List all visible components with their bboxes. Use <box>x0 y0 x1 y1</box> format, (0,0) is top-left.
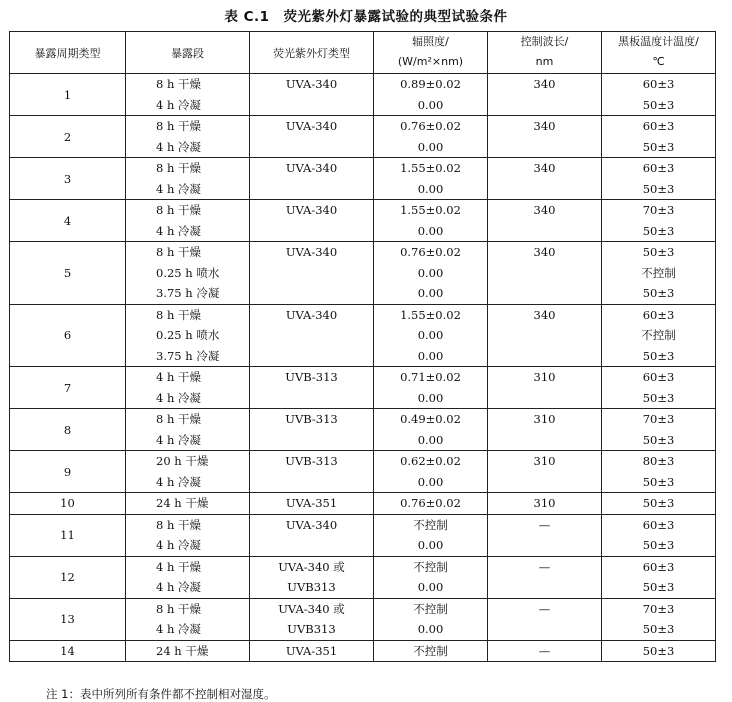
irradiance-line: 0.00 <box>417 348 444 363</box>
lamp-line: UVA-340 <box>285 517 338 532</box>
lamp-line: UVA-351 <box>285 643 338 658</box>
cell-lamp-type <box>250 409 374 451</box>
table-row <box>10 74 716 116</box>
stage-line: 3.75 h 冷凝 <box>156 348 220 363</box>
wavelength-value: 340 <box>533 203 556 217</box>
cell-exposure-stage <box>126 451 250 493</box>
cell-irradiance <box>374 304 488 367</box>
irradiance-line: 1.55±0.02 <box>400 161 461 175</box>
irradiance-line: 0.00 <box>417 432 444 447</box>
irradiance-line: 0.49±0.02 <box>400 412 461 426</box>
cell-exposure-stage <box>126 640 250 662</box>
stage-line: 24 h 干燥 <box>156 643 209 658</box>
cell-black-panel-temp <box>602 304 716 367</box>
temp-line: 60±3 <box>642 119 675 133</box>
cell-irradiance <box>374 200 488 242</box>
header-wavelength <box>488 32 602 74</box>
lamp-line <box>250 346 373 367</box>
wavelength-value: 310 <box>533 370 556 384</box>
temp-line: 60±3 <box>642 307 675 322</box>
irradiance-line: 0.00 <box>417 474 444 489</box>
header-irradiance-unit: (W/m²×nm) <box>397 55 464 68</box>
stage-line: 8 h 干燥 <box>156 245 202 259</box>
cell-black-panel-temp <box>602 242 716 305</box>
cell-period-type: 14 <box>10 640 126 662</box>
cell-period-type: 2 <box>10 116 126 158</box>
stage-line: 4 h 冷凝 <box>156 622 202 636</box>
cell-wavelength <box>488 116 602 158</box>
lamp-line <box>250 472 373 493</box>
exposure-conditions-table <box>9 31 716 662</box>
lamp-line <box>250 388 373 409</box>
cell-irradiance <box>374 74 488 116</box>
lamp-line <box>250 535 373 556</box>
temp-line: 80±3 <box>642 454 675 468</box>
cell-black-panel-temp <box>602 514 716 556</box>
stage-line: 4 h 冷凝 <box>156 223 202 238</box>
cell-exposure-stage <box>126 200 250 242</box>
cell-wavelength <box>488 640 602 662</box>
table-row <box>10 409 716 451</box>
cell-black-panel-temp <box>602 367 716 409</box>
lamp-line: UVB313 <box>287 622 336 636</box>
temp-line: 50±3 <box>642 97 675 112</box>
table-row <box>10 640 716 662</box>
irradiance-line: 不控制 <box>413 517 448 532</box>
temp-line: 50±3 <box>642 348 675 363</box>
wavelength-value: 340 <box>533 77 556 91</box>
temp-line: 50±3 <box>642 181 675 196</box>
wavelength-value: — <box>538 643 551 658</box>
table-title: 表 C.1 荧光紫外灯暴露试验的典型试验条件 <box>224 9 508 25</box>
irradiance-line: 0.00 <box>417 390 444 405</box>
header-temp-unit: ℃ <box>652 55 665 68</box>
cell-black-panel-temp <box>602 493 716 515</box>
table-row <box>10 116 716 158</box>
cell-period-type: 9 <box>10 451 126 493</box>
stage-line: 8 h 干燥 <box>156 77 202 91</box>
irradiance-line: 0.89±0.02 <box>400 77 461 91</box>
cell-period-type: 7 <box>10 367 126 409</box>
cell-black-panel-temp <box>602 556 716 598</box>
cell-lamp-type <box>250 451 374 493</box>
cell-lamp-type <box>250 158 374 200</box>
cell-irradiance <box>374 640 488 662</box>
cell-exposure-stage <box>126 158 250 200</box>
header-wavelength-unit: nm <box>535 55 554 68</box>
lamp-line: UVA-340 <box>285 203 338 217</box>
cell-wavelength <box>488 304 602 367</box>
table-row <box>10 158 716 200</box>
stage-line: 4 h 冷凝 <box>156 580 202 594</box>
table-row <box>10 493 716 515</box>
cell-irradiance <box>374 409 488 451</box>
cell-wavelength <box>488 514 602 556</box>
temp-line: 60±3 <box>642 370 675 384</box>
stage-line: 0.25 h 喷水 <box>156 328 220 342</box>
stage-line: 8 h 干燥 <box>156 161 202 175</box>
table-row <box>10 367 716 409</box>
cell-exposure-stage <box>126 367 250 409</box>
temp-line: 50±3 <box>642 496 675 510</box>
lamp-line: UVA-340 <box>285 245 338 259</box>
cell-exposure-stage <box>126 242 250 305</box>
temp-line: 不控制 <box>641 265 676 280</box>
header-black-panel-temp <box>602 32 716 74</box>
header-period-type: 暴露周期类型 <box>10 32 126 74</box>
irradiance-line: 0.00 <box>417 580 444 594</box>
irradiance-line: 0.76±0.02 <box>400 496 461 510</box>
irradiance-line: 0.00 <box>417 622 444 636</box>
cell-irradiance <box>374 556 488 598</box>
cell-lamp-type <box>250 74 374 116</box>
wavelength-value: 310 <box>533 454 556 468</box>
lamp-line <box>250 137 373 158</box>
temp-line: 50±3 <box>642 390 675 405</box>
lamp-line: UVA-340 <box>285 307 338 322</box>
cell-black-panel-temp <box>602 74 716 116</box>
table-row <box>10 556 716 598</box>
temp-line: 50±3 <box>642 580 675 594</box>
table-row <box>10 451 716 493</box>
cell-irradiance <box>374 158 488 200</box>
cell-period-type: 12 <box>10 556 126 598</box>
cell-irradiance <box>374 242 488 305</box>
wavelength-value: 340 <box>533 245 556 259</box>
temp-line: 70±3 <box>642 412 675 426</box>
cell-exposure-stage <box>126 598 250 640</box>
cell-period-type: 11 <box>10 514 126 556</box>
cell-wavelength <box>488 556 602 598</box>
irradiance-line: 0.00 <box>417 265 444 280</box>
cell-black-panel-temp <box>602 158 716 200</box>
header-irradiance-label: 辐照度/ <box>412 35 449 48</box>
cell-irradiance <box>374 451 488 493</box>
cell-lamp-type <box>250 598 374 640</box>
table-row <box>10 242 716 305</box>
irradiance-line: 0.00 <box>417 223 444 238</box>
temp-line: 50±3 <box>642 474 675 489</box>
temp-line: 50±3 <box>642 432 675 447</box>
cell-wavelength <box>488 451 602 493</box>
stage-line: 8 h 干燥 <box>156 601 202 616</box>
stage-line: 4 h 冷凝 <box>156 181 202 196</box>
lamp-line: UVA-340 <box>285 77 338 91</box>
lamp-line: UVB-313 <box>285 412 338 426</box>
cell-lamp-type <box>250 514 374 556</box>
table-row <box>10 598 716 640</box>
stage-line: 4 h 干燥 <box>156 559 202 574</box>
lamp-line <box>250 221 373 242</box>
lamp-line: UVB-313 <box>285 454 338 468</box>
header-temp-label: 黑板温度计温度/ <box>618 35 699 48</box>
cell-black-panel-temp <box>602 200 716 242</box>
lamp-line: UVA-340 或 <box>278 601 345 616</box>
cell-lamp-type <box>250 640 374 662</box>
temp-line: 60±3 <box>642 559 675 574</box>
cell-period-type: 13 <box>10 598 126 640</box>
cell-exposure-stage <box>126 493 250 515</box>
lamp-line <box>250 263 373 284</box>
irradiance-line: 1.55±0.02 <box>400 203 461 217</box>
cell-wavelength <box>488 409 602 451</box>
stage-line: 24 h 干燥 <box>156 496 209 510</box>
temp-line: 50±3 <box>642 245 675 259</box>
temp-line: 50±3 <box>642 622 675 636</box>
irradiance-line: 不控制 <box>413 559 448 574</box>
stage-line: 4 h 冷凝 <box>156 538 202 552</box>
cell-black-panel-temp <box>602 640 716 662</box>
temp-line: 50±3 <box>642 286 675 300</box>
wavelength-value: 310 <box>533 412 556 426</box>
irradiance-line: 0.00 <box>417 97 444 112</box>
temp-line: 60±3 <box>642 161 675 175</box>
cell-black-panel-temp <box>602 409 716 451</box>
irradiance-line: 0.76±0.02 <box>400 245 461 259</box>
cell-irradiance <box>374 116 488 158</box>
cell-period-type: 6 <box>10 304 126 367</box>
temp-line: 50±3 <box>642 223 675 238</box>
cell-black-panel-temp <box>602 116 716 158</box>
temp-line: 不控制 <box>641 328 676 342</box>
lamp-line: UVA-340 <box>285 161 338 175</box>
cell-period-type: 3 <box>10 158 126 200</box>
table-note: 注 1：表中所列所有条件都不控制相对湿度。 <box>46 687 276 701</box>
header-wavelength-label: 控制波长/ <box>520 35 569 48</box>
lamp-line: UVB313 <box>287 580 336 594</box>
cell-black-panel-temp <box>602 598 716 640</box>
cell-lamp-type <box>250 367 374 409</box>
lamp-line <box>250 95 373 116</box>
cell-irradiance <box>374 514 488 556</box>
cell-exposure-stage <box>126 74 250 116</box>
lamp-line <box>250 179 373 200</box>
header-row <box>10 32 716 74</box>
stage-line: 8 h 干燥 <box>156 119 202 133</box>
cell-black-panel-temp <box>602 451 716 493</box>
temp-line: 50±3 <box>642 538 675 552</box>
cell-irradiance <box>374 493 488 515</box>
stage-line: 8 h 干燥 <box>156 412 202 426</box>
table-row <box>10 514 716 556</box>
cell-irradiance <box>374 598 488 640</box>
lamp-line: UVB-313 <box>285 370 338 384</box>
stage-line: 8 h 干燥 <box>156 517 202 532</box>
irradiance-line: 0.00 <box>417 538 444 552</box>
header-irradiance <box>374 32 488 74</box>
cell-lamp-type <box>250 304 374 367</box>
cell-lamp-type <box>250 242 374 305</box>
stage-line: 4 h 冷凝 <box>156 474 202 489</box>
temp-line: 60±3 <box>642 77 675 91</box>
lamp-line: UVA-340 <box>285 119 338 133</box>
wavelength-value: 340 <box>533 119 556 133</box>
stage-line: 8 h 干燥 <box>156 307 202 322</box>
cell-period-type: 10 <box>10 493 126 515</box>
cell-exposure-stage <box>126 514 250 556</box>
cell-period-type: 1 <box>10 74 126 116</box>
cell-wavelength <box>488 367 602 409</box>
header-stage: 暴露段 <box>126 32 250 74</box>
lamp-line: UVA-340 或 <box>278 559 345 574</box>
irradiance-line: 不控制 <box>413 643 448 658</box>
irradiance-line: 0.76±0.02 <box>400 119 461 133</box>
stage-line: 4 h 冷凝 <box>156 97 202 112</box>
lamp-line: UVA-351 <box>285 496 338 510</box>
cell-period-type: 4 <box>10 200 126 242</box>
irradiance-line: 0.00 <box>417 286 444 300</box>
cell-wavelength <box>488 158 602 200</box>
table-row <box>10 200 716 242</box>
stage-line: 4 h 冷凝 <box>156 432 202 447</box>
lamp-line <box>250 283 373 304</box>
wavelength-value: 340 <box>533 161 556 175</box>
temp-line: 50±3 <box>642 643 675 658</box>
cell-wavelength <box>488 598 602 640</box>
cell-lamp-type <box>250 200 374 242</box>
stage-line: 20 h 干燥 <box>156 454 209 468</box>
cell-exposure-stage <box>126 556 250 598</box>
cell-wavelength <box>488 74 602 116</box>
lamp-line <box>250 325 373 346</box>
irradiance-line: 0.00 <box>417 181 444 196</box>
wavelength-value: 310 <box>533 496 556 510</box>
cell-exposure-stage <box>126 116 250 158</box>
cell-period-type: 5 <box>10 242 126 305</box>
cell-period-type: 8 <box>10 409 126 451</box>
header-lamp-type: 荧光紫外灯类型 <box>250 32 374 74</box>
lamp-line <box>250 430 373 451</box>
wavelength-value: — <box>538 517 551 532</box>
temp-line: 50±3 <box>642 139 675 154</box>
cell-wavelength <box>488 200 602 242</box>
stage-line: 3.75 h 冷凝 <box>156 286 220 300</box>
cell-lamp-type <box>250 556 374 598</box>
cell-exposure-stage <box>126 409 250 451</box>
irradiance-line: 0.00 <box>417 139 444 154</box>
irradiance-line: 不控制 <box>413 601 448 616</box>
stage-line: 0.25 h 喷水 <box>156 265 220 280</box>
cell-lamp-type <box>250 493 374 515</box>
cell-wavelength <box>488 242 602 305</box>
cell-irradiance <box>374 367 488 409</box>
temp-line: 70±3 <box>642 601 675 616</box>
irradiance-line: 0.00 <box>417 328 444 342</box>
cell-wavelength <box>488 493 602 515</box>
stage-line: 4 h 冷凝 <box>156 390 202 405</box>
stage-line: 8 h 干燥 <box>156 203 202 217</box>
table-row <box>10 304 716 367</box>
irradiance-line: 0.71±0.02 <box>400 370 461 384</box>
stage-line: 4 h 干燥 <box>156 370 202 384</box>
cell-exposure-stage <box>126 304 250 367</box>
temp-line: 60±3 <box>642 517 675 532</box>
wavelength-value: — <box>538 559 551 574</box>
stage-line: 4 h 冷凝 <box>156 139 202 154</box>
irradiance-line: 1.55±0.02 <box>400 307 461 322</box>
wavelength-value: — <box>538 601 551 616</box>
irradiance-line: 0.62±0.02 <box>400 454 461 468</box>
temp-line: 70±3 <box>642 203 675 217</box>
cell-lamp-type <box>250 116 374 158</box>
wavelength-value: 340 <box>533 307 556 322</box>
